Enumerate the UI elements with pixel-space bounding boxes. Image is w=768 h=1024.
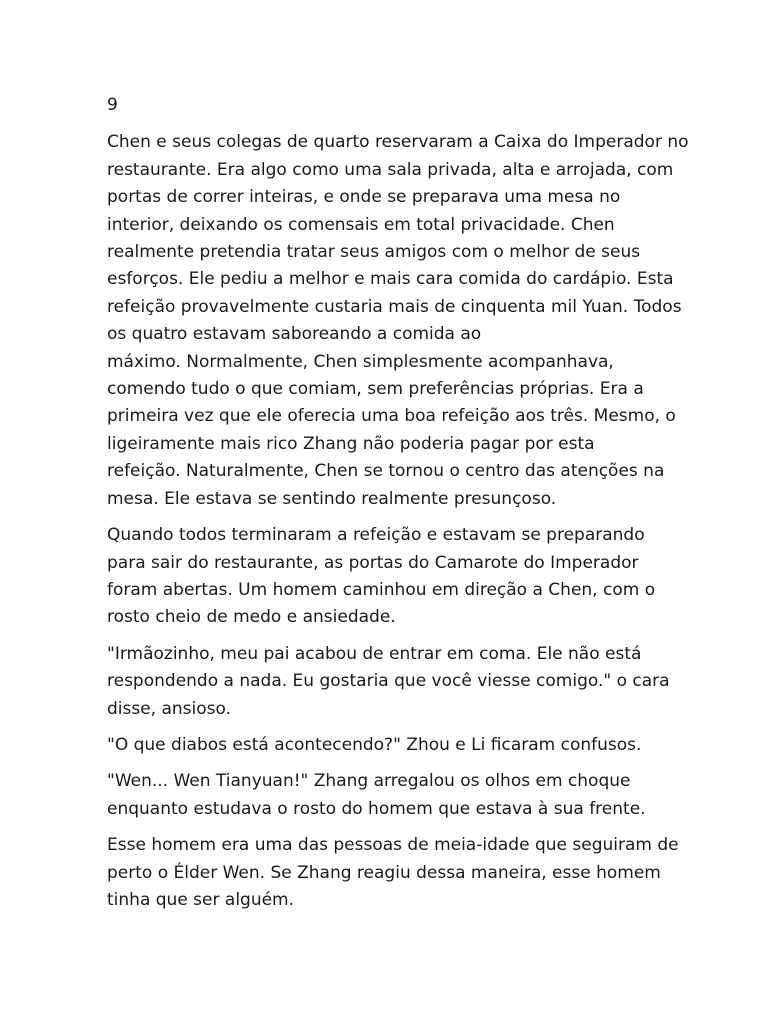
text-line: mesa. Ele estava se sentindo realmente presunçoso. — [107, 488, 557, 509]
text-line: ligeiramente mais rico Zhang não poderia pagar por esta — [107, 433, 595, 454]
text-line: Quando todos terminaram a refeição e estavam se preparando — [107, 525, 645, 546]
text-line: "O que diabos está acontecendo?" Zhou e Li ficaram confusos. — [107, 734, 642, 755]
text-line: esforços. Ele pediu a melhor e mais cara comida do cardápio. Esta — [107, 269, 674, 290]
text-line: interior, deixando os comensais em total privacidade. Chen — [107, 214, 615, 235]
text-line: portas de correr inteiras, e onde se preparava uma mesa no — [107, 187, 621, 208]
page-number: 9 — [107, 95, 118, 115]
text-line: "Irmãozinho, meu pai acabou de entrar em coma. Ele não está — [107, 643, 642, 664]
text-line: foram abertas. Um homem caminhou em direção a Chen, com o — [107, 579, 656, 600]
text-line: refeição. Naturalmente, Chen se tornou o centro das atenções na — [107, 461, 665, 482]
text-line: para sair do restaurante, as portas do Camarote do Imperador — [107, 552, 639, 573]
text-line: Chen e seus colegas de quarto reservaram a Caixa do Imperador no — [107, 132, 689, 153]
body-text — [107, 129, 689, 914]
text-line: máximo. Normalmente, Chen simplesmente acompanhava, — [107, 351, 614, 372]
text-line: realmente pretendia tratar seus amigos com o melhor de seus — [107, 242, 641, 263]
text-line: restaurante. Era algo como uma sala privada, alta e arrojada, com — [107, 159, 674, 180]
text-line: respondendo a nada. Eu gostaria que você viesse comigo." o cara — [107, 671, 670, 692]
text-line: disse, ansioso. — [107, 698, 232, 719]
text-line: Esse homem era uma das pessoas de meia-idade que seguiram de — [107, 835, 679, 856]
text-line: comendo tudo o que comiam, sem preferências próprias. Era a — [107, 379, 644, 400]
text-line: primeira vez que ele oferecia uma boa refeição aos três. Mesmo, o — [107, 406, 676, 427]
paragraph — [107, 732, 668, 759]
paragraph — [107, 522, 668, 632]
paragraph — [107, 129, 689, 513]
text-line: "Wen... Wen Tianyuan!" Zhang arregalou os olhos em choque — [107, 771, 631, 792]
paragraph — [107, 832, 679, 914]
paragraph — [107, 768, 668, 823]
text-line: enquanto estudava o rosto do homem que estava à sua frente. — [107, 798, 646, 819]
text-line: os quatro estavam saboreando a comida ao — [107, 324, 482, 345]
text-line: rosto cheio de medo e ansiedade. — [107, 607, 396, 628]
text-line: refeição provavelmente custaria mais de cinquenta mil Yuan. Todos — [107, 296, 682, 317]
text-line: tinha que ser alguém. — [107, 889, 295, 910]
text-line: perto o Élder Wen. Se Zhang reagiu dessa maneira, esse homem — [107, 862, 661, 883]
paragraph — [107, 641, 668, 723]
